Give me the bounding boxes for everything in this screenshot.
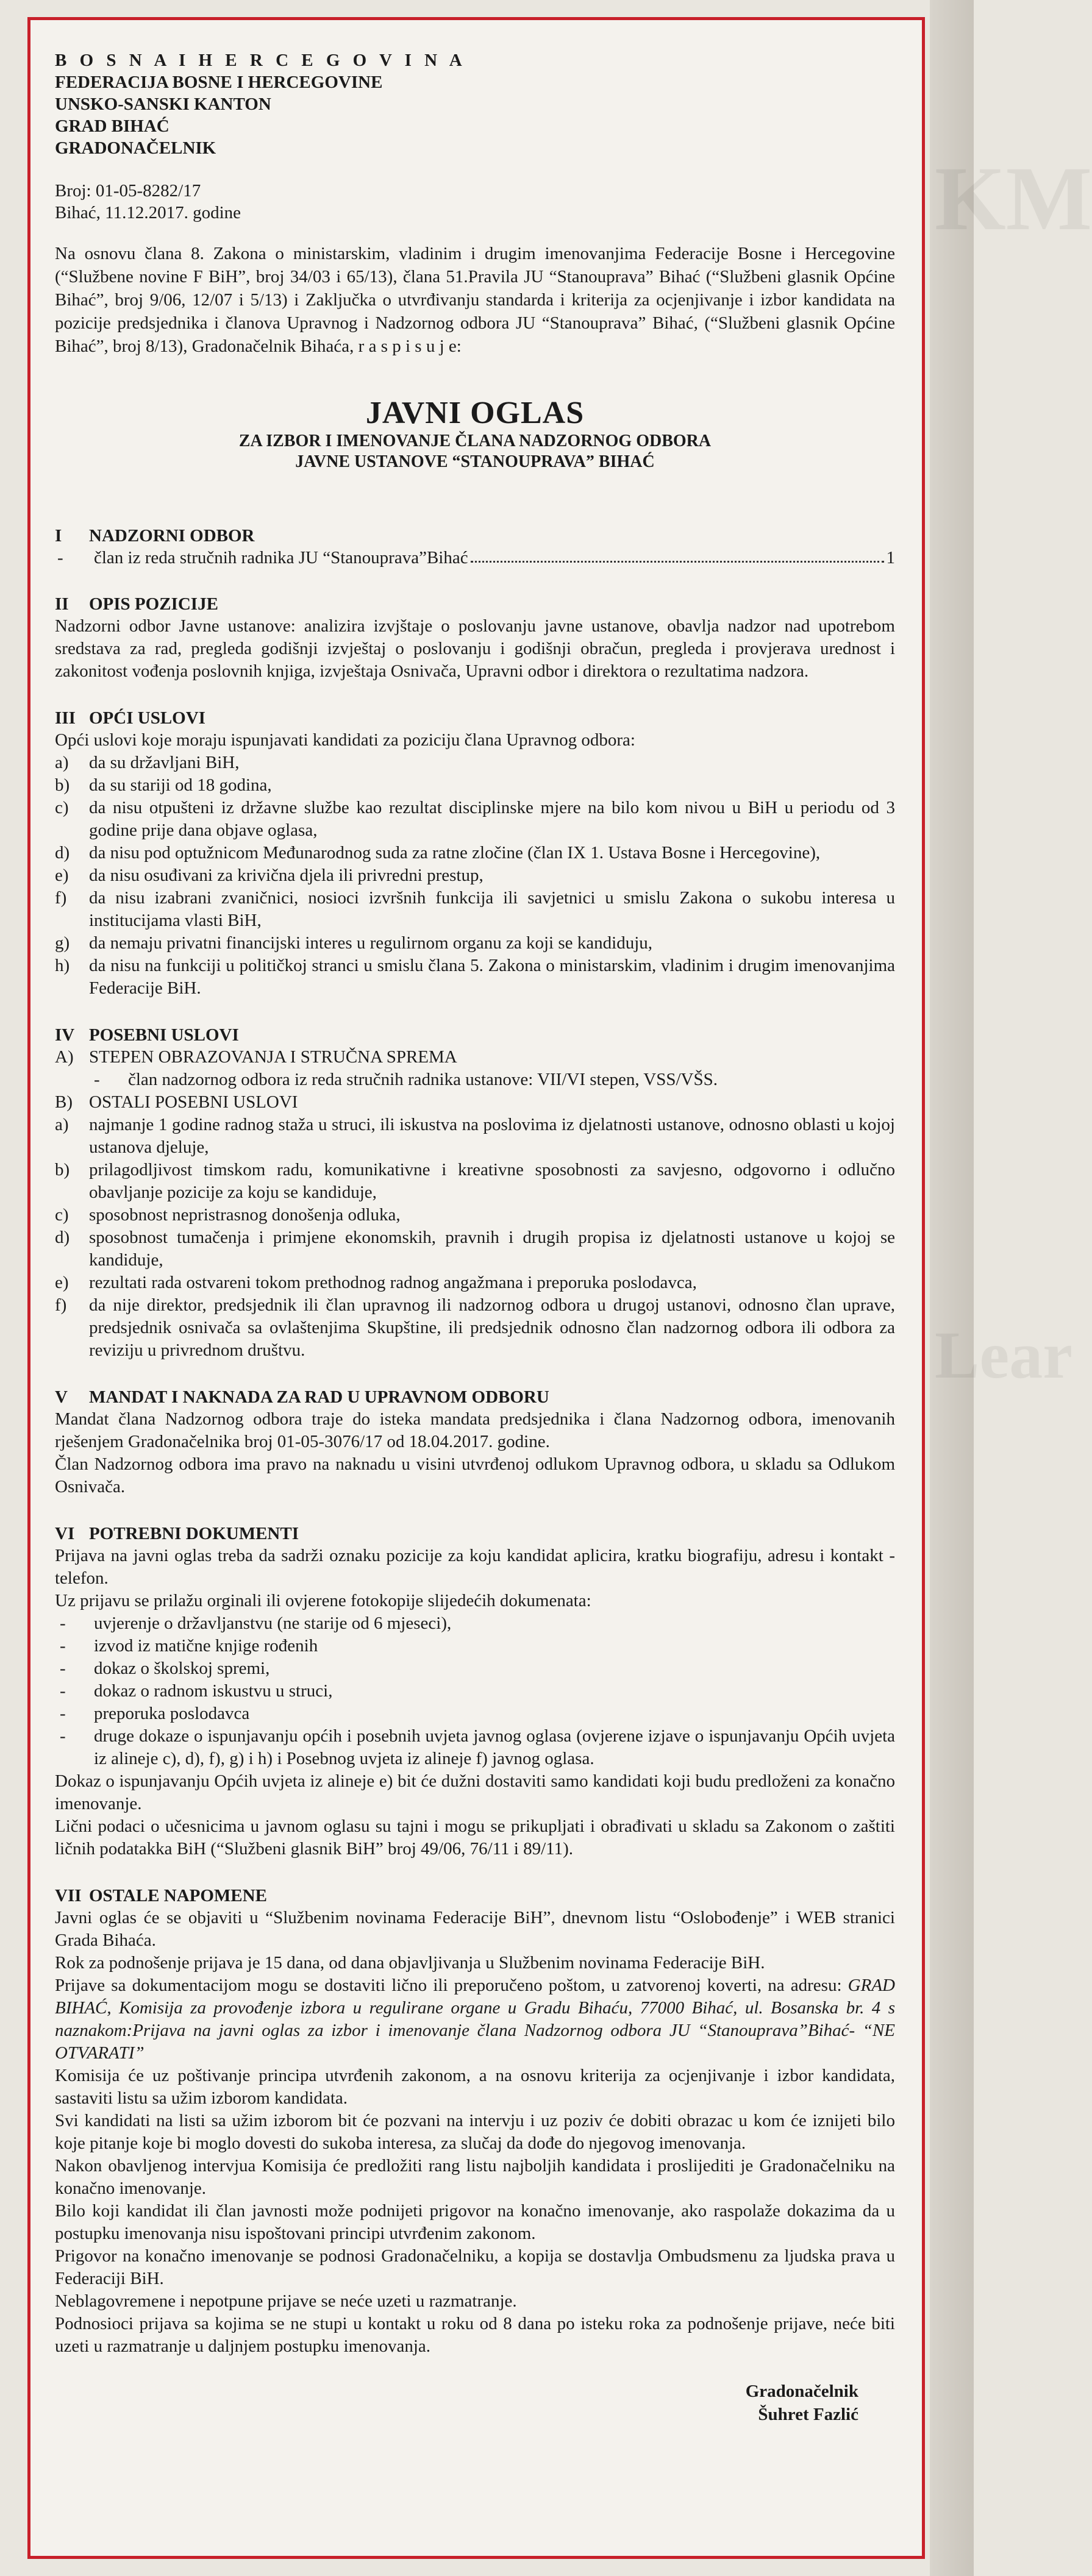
list-item: - dokaz o školskoj spremi, bbox=[60, 1659, 270, 1678]
section-title: OPĆI USLOVI bbox=[89, 708, 205, 728]
list-item: a) najmanje 1 godine radnog staža u struci, ili iskustva na poslovima iz djelatnosti ustanove, odnosno oblasti u kojoj ustanova djeluje, bbox=[55, 1115, 895, 1157]
notice-frame bbox=[27, 17, 925, 2559]
section-number: VI bbox=[55, 1524, 75, 1543]
position-line bbox=[55, 547, 895, 569]
notes-paragraph: Prigovor na konačno imenovanje se podnosi Gradonačelniku, a kopija se dostavlja Ombudsmenu za ljudska prava u Federaciji BiH. bbox=[55, 2246, 895, 2288]
dot-leader bbox=[471, 547, 884, 563]
subsection-heading: B) OSTALI POSEBNI USLOVI bbox=[55, 1092, 298, 1112]
section-number: IV bbox=[55, 1025, 75, 1045]
issuer-header bbox=[55, 49, 895, 159]
list-item: e) rezultati rada ostvareni tokom prethodnog radnog angažmana i preporuka poslodavca, bbox=[55, 1273, 697, 1292]
header-canton: UNSKO-SANSKI KANTON bbox=[55, 94, 271, 114]
notice-subtitle: ZA IZBOR I IMENOVANJE ČLANA NADZORNOG ODBORA bbox=[238, 432, 712, 450]
submission-address: GRAD BIHAĆ, Komisija za provođenje izbora u regulirane organe u Gradu Bihaću, 77000 Bihać, ul. Bosanska br. 4 s naznakom:Prijava na javni oglas za izbor i imenovanje člana Nadzornog odbora JU “Stanouprava”Bihać- “NE OTVARATI” bbox=[55, 1976, 895, 2063]
legal-preamble: Na osnovu člana 8. Zakona o ministarskim, vladinim i drugim imenovanjima Federacije Bosne i Hercegovine (“Službene novine F BiH”, broj 34/03 i 65/13), člana 51.Pravila JU “Stanouprava” Bihać (“Službeni glasnik Općine Bihać”, broj 9/06, 12/07 i 5/13) i Zaključka o utvrđivanju standarda i kriterija za ocjenjivanje i izbor kandidata na pozicije predsjednika i članova Upravnog i Nadzornog odbora JU “Stanouprava” Bihać, (“Službeni glasnik Općine Bihać”, broj 8/13), Gradonačelnik Bihaća, r a s p i s u j e: bbox=[55, 244, 895, 356]
notes-paragraph: Nakon obavljenog intervjua Komisija će predložiti rang listu najboljih kandidata i proslijediti je Gradonačelniku na konačno imenovanje. bbox=[55, 2156, 895, 2198]
notice-title: JAVNI OGLAS bbox=[365, 396, 585, 430]
section-title: OSTALE NAPOMENE bbox=[89, 1886, 267, 1905]
section-title: POTREBNI DOKUMENTI bbox=[89, 1524, 299, 1543]
general-conditions-lead: Opći uslovi koje moraju ispunjavati kandidati za poziciju člana Upravnog odbora: bbox=[55, 730, 635, 750]
section-heading bbox=[55, 1523, 895, 1545]
document-meta bbox=[55, 180, 895, 224]
section-title: OPIS POZICIJE bbox=[89, 594, 218, 614]
document-number: Broj: 01-05-8282/17 bbox=[55, 181, 201, 201]
dash: - bbox=[57, 548, 63, 568]
list-item: - izvod iz matične knjige rođenih bbox=[60, 1636, 318, 1656]
list-item: g) da nemaju privatni financijski interes u regulirnom organu za koji se kandiduju, bbox=[55, 933, 653, 953]
section-title: MANDAT I NAKNADA ZA RAD U UPRAVNOM ODBORU bbox=[89, 1387, 549, 1407]
notes-paragraph: Neblagovremene i nepotpune prijave se neće uzeti u razmatranje. bbox=[55, 2291, 517, 2311]
address-lead: Prijave sa dokumentacijom mogu se dostaviti lično ili preporučeno poštom, u zatvorenoj koverti, na adresu: bbox=[55, 1976, 848, 1995]
ghost-text: KM bbox=[935, 148, 1092, 249]
section-heading bbox=[55, 1885, 895, 1907]
documents-paragraph: Lični podaci o učesnicima u javnom oglasu su tajni i mogu se prikupljati i obrađivati u skladu sa Zakonom o zaštiti ličnih podatakka BiH (“Službeni glasnik BiH” broj 49/06, 76/11 i 89/11). bbox=[55, 1816, 895, 1859]
header-country: B O S N A I H E R C E G O V I N A bbox=[55, 51, 466, 70]
position-description: Nadzorni odbor Javne ustanove: analizira izvjštaje o poslovanju javne ustanove, obavlja nadzor nad upotrebom sredstava za rad, pregleda godišnji izvještaj o poslovanju i godišnji obračun, pregleda i provjerava urednost i zakonitost vođenja poslovnih knjiga, izvještaja Osnivača, Upravni odbor i direktora o rezultatima nadzora. bbox=[55, 616, 895, 681]
general-conditions-list bbox=[55, 752, 895, 1000]
position-name: član iz reda stručnih radnika JU “Stanouprava”Bihać bbox=[94, 548, 468, 568]
compensation-paragraph: Član Nadzornog odbora ima pravo na naknadu u visini utvrđenoj odlukom Upravnog odbora, u skladu sa Odlukom Osnivača. bbox=[55, 1454, 895, 1496]
section-title: POSEBNI USLOVI bbox=[89, 1025, 239, 1045]
section-heading bbox=[55, 525, 895, 547]
list-item: c) da nisu otpušteni iz državne službe kao rezultat disciplinske mjere na bilo kom nivou u BiH u periodu od 3 godine prije dana objave oglasa, bbox=[55, 798, 895, 840]
documents-paragraph: Uz prijavu se prilažu orginali ili ovjerene fotokopije slijedećih dokumenata: bbox=[55, 1591, 591, 1610]
ghost-text: Lear bbox=[935, 1318, 1073, 1392]
list-item: - dokaz o radnom iskustvu u struci, bbox=[60, 1681, 333, 1701]
list-item: c) sposobnost nepristrasnog donošenja odluka, bbox=[55, 1205, 401, 1225]
list-item: - druge dokaze o ispunjavanju općih i posebnih uvjeta javnog oglasa (ovjerene izjave o ispunjavanju Općih uvjeta iz alineje c), d), f), g) i h) i Posebnog uvjeta iz alineje f) javnog oglasa. bbox=[60, 1726, 895, 1768]
list-item: d) sposobnost tumačenja i primjene ekonomskih, pravnih i drugih propisa iz djelatnosti ustanove u kojoj se kandiduje, bbox=[55, 1228, 895, 1270]
section-number: III bbox=[55, 708, 76, 728]
document-date: Bihać, 11.12.2017. godine bbox=[55, 203, 241, 222]
notice-title-block bbox=[55, 396, 895, 472]
header-office: GRADONAČELNIK bbox=[55, 138, 216, 158]
subsection-heading: A) STEPEN OBRAZOVANJA I STRUČNA SPREMA bbox=[55, 1047, 457, 1067]
signatory-name: Šuhret Fazlić bbox=[758, 2405, 858, 2424]
documents-paragraph: Dokaz o ispunjavanju Općih uvjeta iz alineje e) bit će dužni dostaviti samo kandidati koji budu predloženi za konačno imenovanje. bbox=[55, 1771, 895, 1813]
position-count: 1 bbox=[886, 548, 895, 568]
list-item: - preporuka poslodavca bbox=[60, 1704, 250, 1723]
documents-list bbox=[55, 1612, 895, 1770]
section-title: NADZORNI ODBOR bbox=[89, 526, 255, 546]
section-number: I bbox=[55, 526, 62, 546]
notes-paragraph: Javni oglas će se objaviti u “Službenim novinama Federacije BiH”, dnevnom listu “Oslobođenje” i WEB stranici Grada Bihaća. bbox=[55, 1908, 895, 1950]
list-item: - uvjerenje o državljanstvu (ne starije od 6 mjeseci), bbox=[60, 1614, 452, 1633]
section-number: II bbox=[55, 594, 69, 614]
list-item: d) da nisu pod optužnicom Međunarodnog suda za ratne zločine (član IX 1. Ustava Bosne i Hercegovine), bbox=[55, 843, 821, 863]
documents-paragraph: Prijava na javni oglas treba da sadrži oznaku pozicije za koju kandidat aplicira, kratku biografiju, adresu i kontakt - telefon. bbox=[55, 1546, 895, 1588]
section-heading bbox=[55, 707, 895, 729]
education-requirement: - član nadzornog odbora iz reda stručnih radnika ustanove: VII/VI stepen, VSS/VŠS. bbox=[94, 1070, 718, 1089]
signature-block bbox=[55, 2380, 895, 2426]
notes-paragraph: Bilo koji kandidat ili član javnosti može podnijeti prigovor na konačno imenovanje, ako raspolaže dokazima da u postupku imenovanja nisu ispoštovani principi utvrđenim zakonom. bbox=[55, 2201, 895, 2243]
section-number: VII bbox=[55, 1886, 82, 1905]
list-item: f) da nije direktor, predsjednik ili član upravnog ili nadzornog odbora u drugoj ustanovi, odnosno član uprave, predsjednik osnivača sa ovlaštenjima Skupštine, ili predsjednik odnosno član nadzornog odbora ili odbora za reviziju u privrednom društvu. bbox=[55, 1295, 895, 1360]
list-item: a) da su državljani BiH, bbox=[55, 753, 240, 772]
notes-paragraph: Komisija će uz poštivanje principa utvrđenih zakonom, a na osnovu kriterija za ocjenjivanje i izbor kandidata, sastaviti listu sa užim izborom kandidata. bbox=[55, 2066, 895, 2108]
section-heading bbox=[55, 1024, 895, 1046]
notice-subtitle: JAVNE USTANOVE “STANOUPRAVA” BIHAĆ bbox=[295, 452, 655, 471]
list-item: b) da su stariji od 18 godina, bbox=[55, 775, 272, 795]
signatory-title: Gradonačelnik bbox=[745, 2382, 858, 2401]
mandate-paragraph: Mandat člana Nadzornog odbora traje do isteka mandata predsjednika i člana Nadzornog odbora, imenovanih rješenjem Gradonačelnika broj 01-05-3076/17 od 18.04.2017. godine. bbox=[55, 1409, 895, 1451]
section-heading bbox=[55, 1386, 895, 1408]
submission-address-paragraph bbox=[55, 1974, 895, 2065]
header-city: GRAD BIHAĆ bbox=[55, 116, 170, 136]
adjacent-page-edge bbox=[930, 0, 1092, 2576]
list-item: e) da nisu osuđivani za krivična djela ili privredni prestup, bbox=[55, 866, 484, 885]
list-item: f) da nisu izabrani zvaničnici, nosioci izvršnih funkcija ili savjetnici u smislu Zakona o sukobu interesa u institucijama vlasti BiH, bbox=[55, 888, 895, 930]
header-federation: FEDERACIJA BOSNE I HERCEGOVINE bbox=[55, 73, 383, 92]
notes-paragraph: Podnosioci prijava sa kojima se ne stupi u kontakt u roku od 8 dana po isteku roka za podnošenje prijave, neće biti uzeti u razmatranje u daljnjem postupku imenovanja. bbox=[55, 2314, 895, 2356]
list-item: b) prilagodljivost timskom radu, komunikativne i kreativne sposobnosti za savjesno, odgovorno i odlučno obavljanje pozicije za koju se kandiduje, bbox=[55, 1160, 895, 1202]
section-heading bbox=[55, 593, 895, 615]
notes-paragraph: Svi kandidati na listi sa užim izborom bit će pozvani na intervju i uz poziv će dobiti obrazac u kom će iznijeti bilo koje pitanje koje bi moglo dovesti do sukoba interesa, za slučaj da dođe do njegovog imenovanja. bbox=[55, 2111, 895, 2153]
special-conditions-list bbox=[55, 1114, 895, 1362]
notes-paragraph: Rok za podnošenje prijava je 15 dana, od dana objavljivanja u Službenim novinama Federacije BiH. bbox=[55, 1953, 765, 1973]
list-item: h) da nisu na funkciji u političkoj stranci u smislu člana 5. Zakona o ministarskim, vladinim i drugim imenovanjima Federacije BiH. bbox=[55, 956, 895, 998]
section-number: V bbox=[55, 1387, 68, 1407]
